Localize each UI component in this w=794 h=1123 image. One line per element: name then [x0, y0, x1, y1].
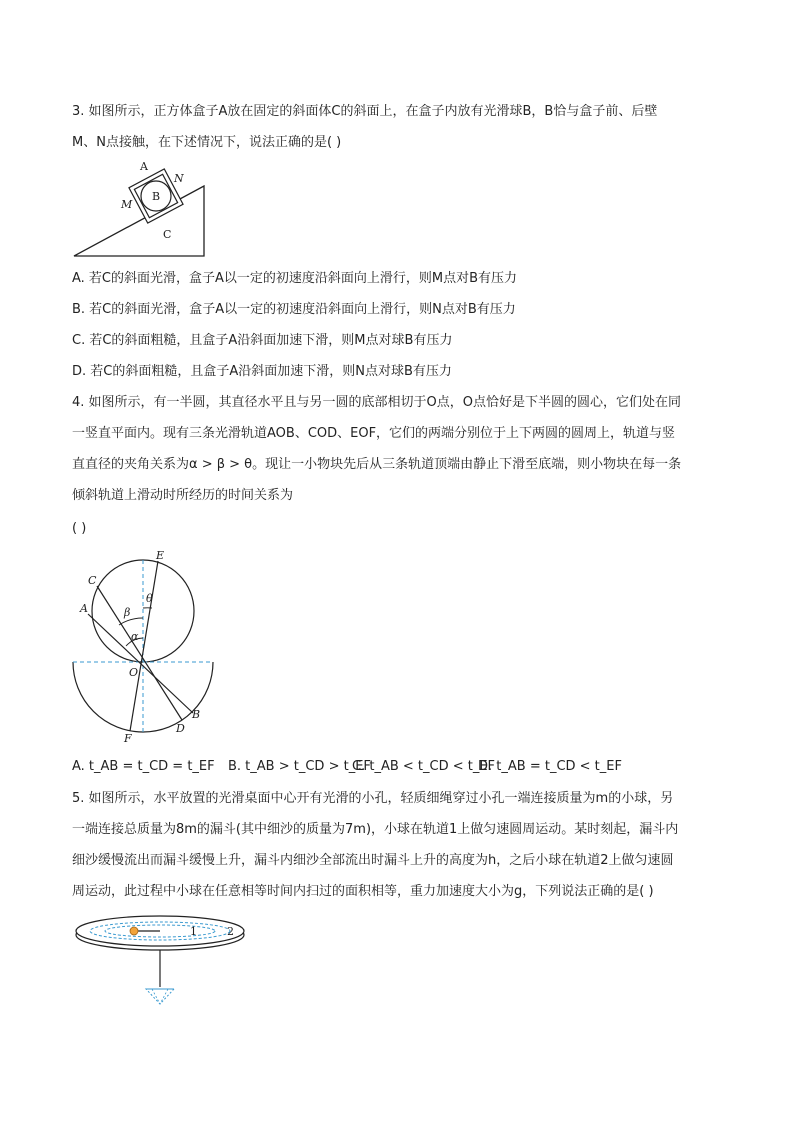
q3-option-a: A. 若C的斜面光滑，盒子A以一定的初速度沿斜面向上滑行，则M点对B有压力 [72, 271, 518, 286]
q5-stem-line-2: 一端连接总质量为8m的漏斗(其中细沙的质量为7m)，小球在轨道1上做匀速圆周运动。某时刻起，漏斗内 [72, 822, 679, 837]
label-beta: β [124, 606, 131, 619]
label-f: F [124, 732, 132, 745]
q4-stem-line-1: 4. 如图所示，有一半圆，其直径水平且与另一圆的底部相切于O点，O点恰好是下半圆的圆心，它们处在同 [72, 395, 682, 410]
q4-option-d: D. t_AB = t_CD < t_EF [478, 759, 622, 774]
q5-stem-line-1: 5. 如图所示，水平放置的光滑桌面中心开有光滑的小孔，轻质细绳穿过小孔一端连接质量为m的小球，另 [72, 791, 674, 806]
q3-option-d: D. 若C的斜面粗糙，且盒子A沿斜面加速下滑，则N点对球B有压力 [72, 364, 452, 379]
q4-stem-line-4: 倾斜轨道上滑动时所经历的时间关系为 [72, 488, 294, 503]
q4-stem-line-2: 一竖直平面内。现有三条光滑轨道AOB、COD、EOF，它们的两端分别位于上下两圆的圆周上，轨道与竖 [72, 426, 676, 441]
label-a: A [80, 602, 88, 615]
q3-stem-line-1: 3. 如图所示，正方体盒子A放在固定的斜面体C的斜面上，在盒子内放有光滑球B，B恰与盒子前、后壁 [72, 104, 658, 119]
label-orbit-1: 1 [190, 925, 197, 938]
q5-figure-table-funnel [70, 912, 260, 1012]
q3-figure-incline-box [70, 158, 210, 260]
q5-stem-line-3: 细沙缓慢流出而漏斗缓慢上升，漏斗内细沙全部流出时漏斗上升的高度为h，之后小球在轨道2上做匀速圆 [72, 853, 674, 868]
label-orbit-2: 2 [227, 925, 234, 938]
track-aob [88, 614, 193, 713]
label-d: D [176, 722, 185, 735]
q5-stem-line-4: 周运动，此过程中小球在任意相等时间内扫过的面积相等，重力加速度大小为g，下列说法正确的是( ) [72, 884, 654, 899]
q4-option-b: B. t_AB > t_CD > t_EF [228, 759, 371, 774]
q4-stem-line-3: 直直径的夹角关系为α > β > θ。现让一小物块先后从三条轨道顶端由静止下滑至底端，则小物块在每一条 [72, 457, 682, 472]
q4-figure-circles [66, 548, 216, 748]
label-theta: θ [146, 592, 153, 605]
q3-option-c: C. 若C的斜面粗糙，且盒子A沿斜面加速下滑，则M点对球B有压力 [72, 333, 453, 348]
q4-stem-line-5: ( ) [72, 521, 87, 536]
label-m: M [121, 198, 133, 211]
q3-option-b: B. 若C的斜面光滑，盒子A以一定的初速度沿斜面向上滑行，则N点对B有压力 [72, 302, 516, 317]
label-b: B [152, 190, 161, 203]
q4-option-c: C. t_AB < t_CD < t_EF [352, 759, 496, 774]
label-alpha: α [131, 630, 139, 643]
label-c: C [163, 228, 172, 241]
arc-beta [119, 618, 143, 625]
q4-option-a: A. t_AB = t_CD = t_EF [72, 759, 215, 774]
track-cod [97, 586, 182, 720]
label-a: A [140, 160, 148, 173]
funnel-inner-l [152, 989, 160, 1004]
label-n: N [174, 172, 184, 185]
ball [130, 927, 138, 935]
label-o: O [129, 666, 139, 679]
label-e: E [156, 549, 165, 562]
q3-stem-line-2: M、N点接触，在下述情况下，说法正确的是( ) [72, 135, 342, 150]
label-c: C [88, 574, 97, 587]
label-b: B [192, 708, 201, 721]
track-eof [130, 561, 158, 731]
funnel [146, 989, 174, 1004]
funnel-inner-r [160, 989, 168, 1004]
